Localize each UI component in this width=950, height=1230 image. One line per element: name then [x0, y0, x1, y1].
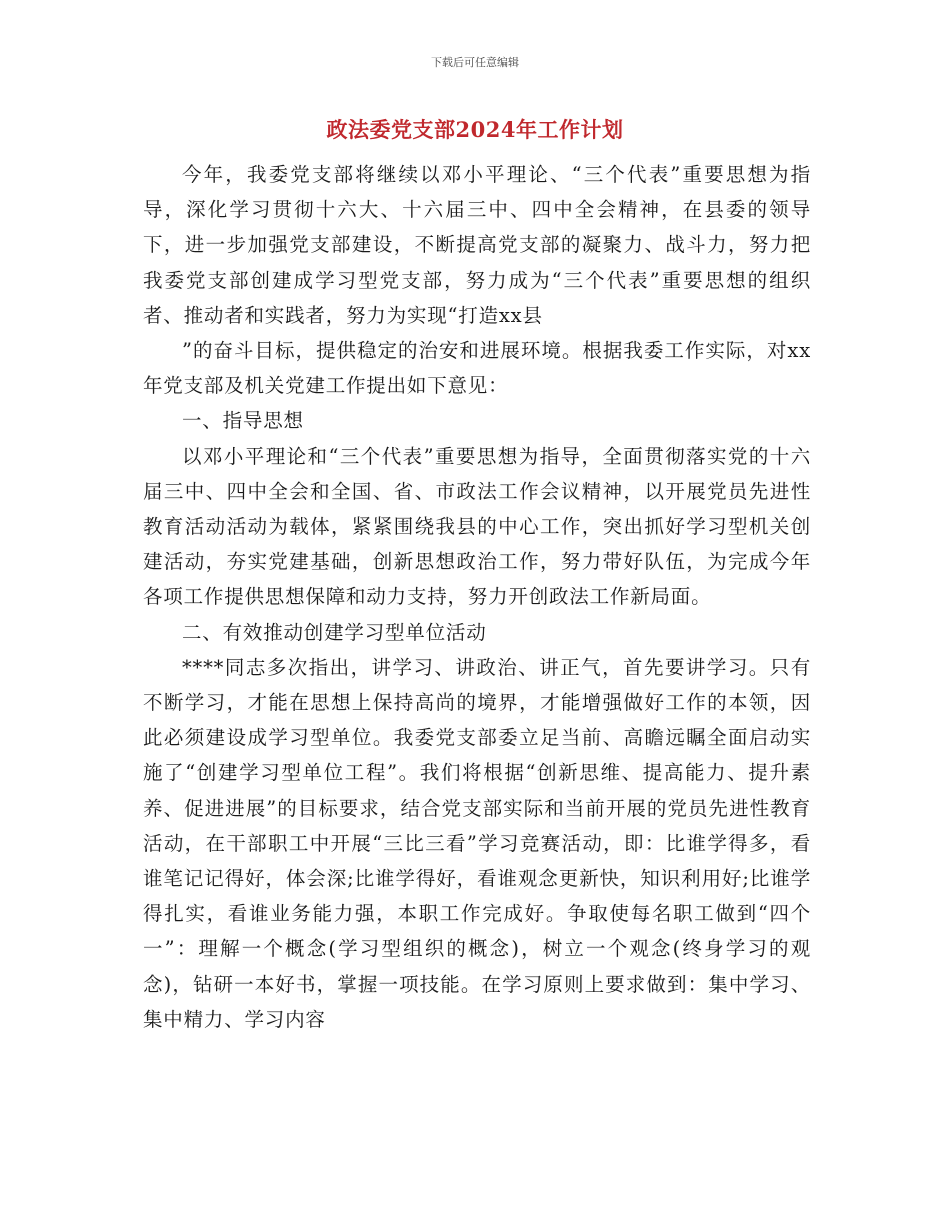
header-note: 下载后可任意编辑: [431, 56, 519, 69]
paragraph-guiding-thought: 以邓小平理论和“三个代表”重要思想为指导，全面贯彻落实党的十六届三中、四中全会和全国、省、市政法工作会议精神，以开展党员先进性教育活动活动为载体，紧紧围绕我县的中心工作，突出抓好学习型机关创建活动，夯实党建基础，创新思想政治工作，努力带好队伍，为完成今年各项工作提供思想保障和动力支持，努力开创政法工作新局面。: [143, 444, 811, 609]
section-heading-guiding-thought: 一、指导思想: [182, 409, 304, 433]
paragraph-intro-continued: ”的奋斗目标，提供稳定的治安和进展环境。根据我委工作实际，对xx年党支部及机关党建工作提出如下意见：: [143, 339, 811, 398]
paragraph-intro: 今年，我委党支部将继续以邓小平理论、“三个代表”重要思想为指导，深化学习贯彻十六大、十六届三中、四中全会精神，在县委的领导下，进一步加强党支部建设，不断提高党支部的凝聚力、战斗力，努力把我委党支部创建成学习型党支部，努力成为“三个代表”重要思想的组织者、推动者和实践者，努力为实现“打造xx县: [143, 163, 811, 327]
document-body: [143, 157, 811, 1037]
section-heading-learning-unit: 二、有效推动创建学习型单位活动: [182, 620, 487, 644]
document-title: 政法委党支部2024年工作计划: [326, 117, 624, 142]
paragraph-learning-unit: ****同志多次指出，讲学习、讲政治、讲正气，首先要讲学习。只有不断学习，才能在思想上保持高尚的境界，才能增强做好工作的本领，因此必须建设成学习型单位。我委党支部委立足当前、高瞻远瞩全面启动实施了“创建学习型单位工程”。我们将根据“创新思维、提高能力、提升素养、促进进展”的目标要求，结合党支部实际和当前开展的党员先进性教育活动，在干部职工中开展“三比三看”学习竞赛活动，即：比谁学得多，看谁笔记记得好，体会深;比谁学得好，看谁观念更新快，知识利用好;比谁学得扎实，看谁业务能力强，本职工作完成好。争取使每名职工做到“四个一”：理解一个概念(学习型组织的概念)，树立一个观念(终身学习的观念)，钻研一本好书，掌握一项技能。在学习原则上要求做到：集中学习、集中精力、学习内容: [143, 655, 811, 1031]
